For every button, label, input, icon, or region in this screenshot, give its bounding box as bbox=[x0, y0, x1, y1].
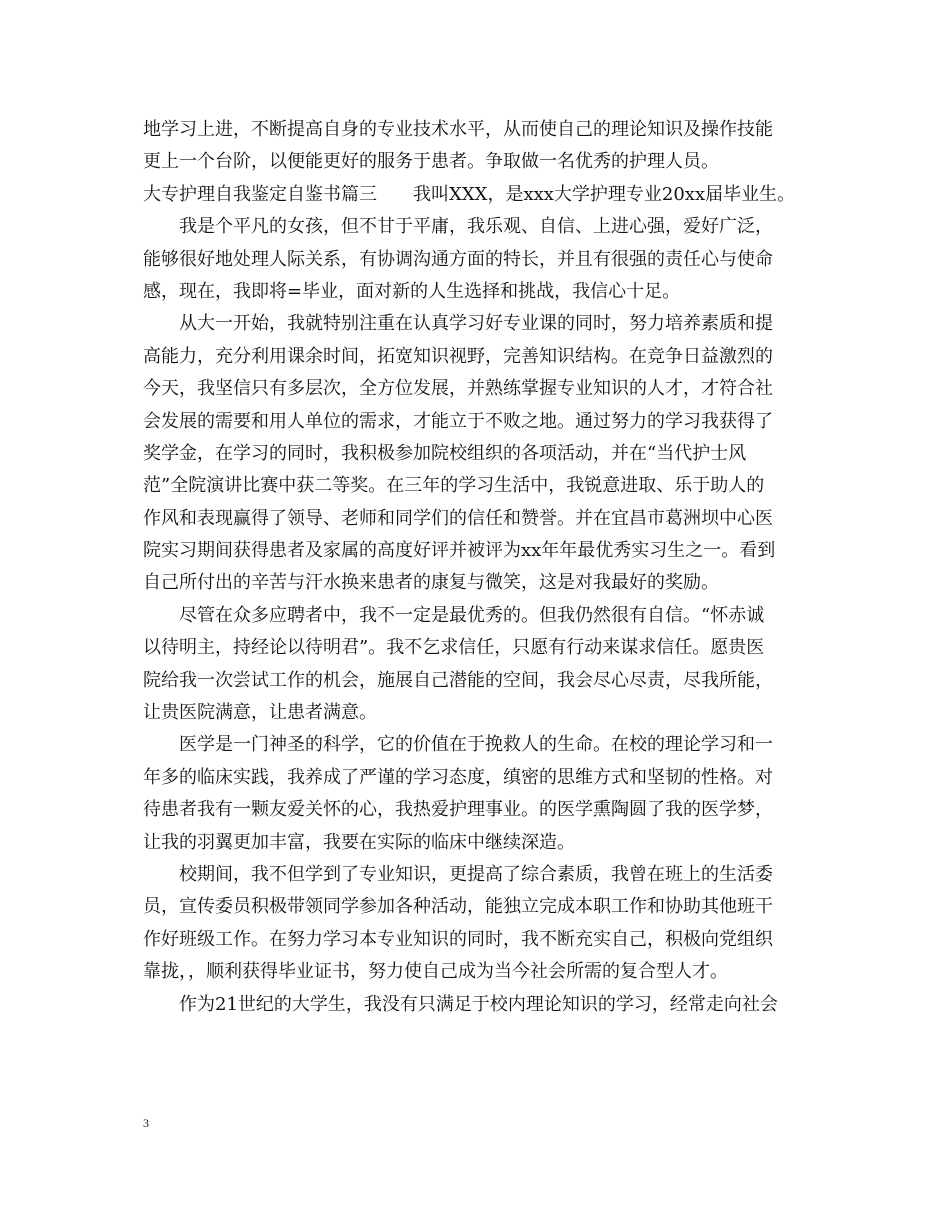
text-line: 以待明主，持经论以待明君”。我不乞求信任，只愿有行动来谋求信任。愿贵医 bbox=[143, 637, 765, 659]
document-body bbox=[143, 114, 813, 1021]
text-line: 能够很好地处理人际关系，有协调沟通方面的特长，并且有很强的责任心与使命 bbox=[143, 248, 773, 270]
text-line: 作为21世纪的大学生，我没有只满足于校内理论知识的学习，经常走向社会 bbox=[143, 993, 778, 1015]
text-line: 让我的羽翼更加丰富，我要在实际的临床中继续深造。 bbox=[143, 831, 575, 853]
text-line: 更上一个台阶，以便能更好的服务于患者。争取做一名优秀的护理人员。 bbox=[143, 151, 719, 173]
text-line: 尽管在众多应聘者中，我不一定是最优秀的。但我仍然很有自信。“怀赤诚 bbox=[143, 604, 765, 626]
text-line: 高能力，充分利用课余时间，拓宽知识视野，完善知识结构。在竞争日益激烈的 bbox=[143, 345, 773, 367]
text-line: 我是个平凡的女孩，但不甘于平庸，我乐观、自信、上进心强，爱好广泛， bbox=[143, 216, 773, 238]
text-line: 让贵医院满意，让患者满意。 bbox=[143, 702, 377, 724]
text-line: 大专护理自我鉴定自鉴书篇三 我叫XXX，是xxx大学护理专业20xx届毕业生。 bbox=[143, 183, 796, 205]
text-line: 年多的临床实践，我养成了严谨的学习态度，缜密的思维方式和坚韧的性格。对 bbox=[143, 766, 773, 788]
text-line: 奖学金，在学习的同时，我积极参加院校组织的各项活动，并在“当代护士风 bbox=[143, 442, 747, 464]
text-line: 自己所付出的辛苦与汗水换来患者的康复与微笑，这是对我最好的奖励。 bbox=[143, 572, 719, 594]
text-line: 今天，我坚信只有多层次，全方位发展，并熟练掌握专业知识的人才，才符合社 bbox=[143, 378, 773, 400]
text-line: 感，现在，我即将=毕业，面对新的人生选择和挑战，我信心十足。 bbox=[143, 280, 681, 302]
text-line: 作风和表现赢得了领导、老师和同学们的信任和赞誉。并在宜昌市葛洲坝中心医 bbox=[143, 507, 773, 529]
text-line: 院实习期间获得患者及家属的高度好评并被评为xx年年最优秀实习生之一。看到 bbox=[143, 540, 776, 562]
text-line: 从大一开始，我就特别注重在认真学习好专业课的同时，努力培养素质和提 bbox=[143, 313, 773, 335]
text-line: 员，宣传委员积极带领同学参加各种活动，能独立完成本职工作和协助其他班干 bbox=[143, 896, 773, 918]
text-line: 地学习上进，不断提高自身的专业技术水平，从而使自己的理论知识及操作技能 bbox=[143, 119, 773, 140]
text-line: 医学是一门神圣的科学，它的价值在于挽救人的生命。在校的理论学习和一 bbox=[143, 734, 773, 756]
text-line: 待患者我有一颗友爱关怀的心，我热爱护理事业。的医学熏陶圆了我的医学梦， bbox=[143, 799, 773, 821]
text-line: 靠拢，，顺利获得毕业证书，努力使自己成为当今社会所需的复合型人才。 bbox=[143, 961, 728, 983]
text-line: 校期间，我不但学到了专业知识，更提高了综合素质，我曾在班上的生活委 bbox=[143, 863, 773, 885]
text-line: 范”全院演讲比赛中获二等奖。在三年的学习生活中，我锐意进取、乐于助人的 bbox=[143, 475, 765, 497]
text-line: 院给我一次尝试工作的机会，施展自己潜能的空间，我会尽心尽责，尽我所能， bbox=[143, 669, 773, 691]
page-number: 3 bbox=[143, 1116, 149, 1130]
text-line: 会发展的需要和用人单位的需求，才能立于不败之地。通过努力的学习我获得了 bbox=[143, 410, 773, 432]
text-line: 作好班级工作。在努力学习本专业知识的同时，我不断充实自己，积极向党组织 bbox=[143, 928, 773, 950]
